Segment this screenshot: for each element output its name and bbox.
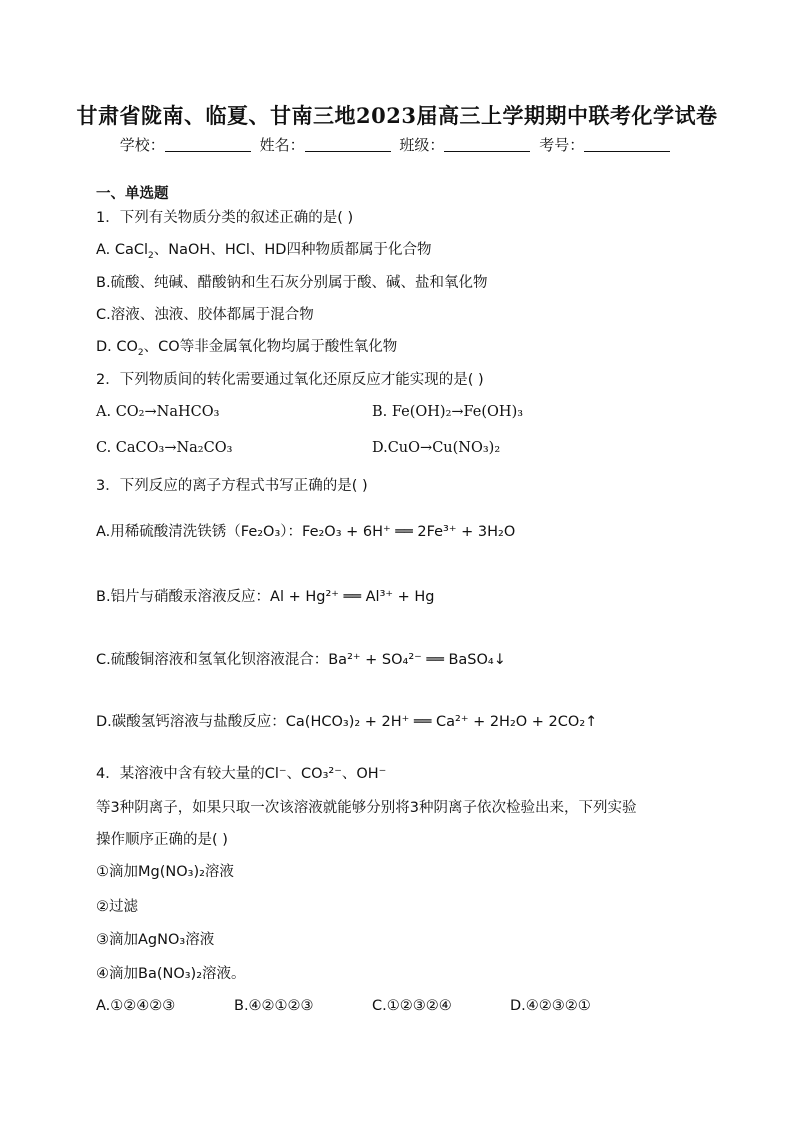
q4-stem-line3: 操作顺序正确的是( ) bbox=[96, 832, 228, 848]
section-heading: 一、单选题 bbox=[96, 186, 169, 202]
q2-option-d: D.CuO→Cu(NO₃)₂ bbox=[372, 440, 501, 456]
q3-stem: 3．下列反应的离子方程式书写正确的是( ) bbox=[96, 478, 368, 494]
q4-option-d: D.④②③②① bbox=[510, 998, 591, 1014]
q3-option-a: A.用稀硫酸清洗铁锈（Fe₂O₃）：Fe₂O₃ + 6H⁺ ══ 2Fe³⁺ + 3H₂O bbox=[96, 524, 516, 540]
q4-step-1: ①滴加Mg(NO₃)₂溶液 bbox=[96, 864, 234, 880]
class-label: 班级： bbox=[399, 136, 445, 154]
name-label: 姓名： bbox=[259, 136, 305, 154]
q4-step-3: ③滴加AgNO₃溶液 bbox=[96, 932, 215, 948]
q3-option-c: C.硫酸铜溶液和氢氧化钡溶液混合：Ba²⁺ + SO₄²⁻ ══ BaSO₄↓ bbox=[96, 652, 506, 668]
class-blank[interactable] bbox=[444, 137, 530, 152]
school-label: 学校： bbox=[119, 136, 165, 154]
exam-title: 甘肃省陇南、临夏、甘南三地2023届高三上学期期中联考化学试卷 bbox=[76, 103, 718, 128]
q4-stem-line1: 4．某溶液中含有较大量的Cl⁻、CO₃²⁻、OH⁻ bbox=[96, 766, 387, 782]
q2-option-a: A. CO₂→NaHCO₃ bbox=[96, 404, 220, 420]
q4-stem-line2: 等3种阴离子，如果只取一次该溶液就能够分别将3种阴离子依次检验出来，下列实验 bbox=[96, 800, 637, 816]
q2-option-b: B. Fe(OH)₂→Fe(OH)₃ bbox=[372, 404, 524, 420]
q4-option-a: A.①②④②③ bbox=[96, 998, 176, 1014]
q4-option-b: B.④②①②③ bbox=[234, 998, 314, 1014]
name-blank[interactable] bbox=[305, 137, 391, 152]
q1-option-b: B.硫酸、纯碱、醋酸钠和生石灰分别属于酸、碱、盐和氧化物 bbox=[96, 275, 488, 291]
q1-option-c: C.溶液、浊液、胶体都属于混合物 bbox=[96, 307, 314, 323]
q1-option-d: D. $CO_2$、CO等非金属氧化物均属于酸性氧化物 bbox=[96, 339, 398, 358]
number-label: 考号： bbox=[539, 136, 585, 154]
school-blank[interactable] bbox=[165, 137, 251, 152]
q1-option-a: A. CaCl$_2$、NaOH、HCl、HD四种物质都属于化合物 bbox=[96, 242, 432, 261]
q3-option-d: D.碳酸氢钙溶液与盐酸反应：Ca(HCO₃)₂ + 2H⁺ ══ Ca²⁺ + 2H₂O + 2CO₂↑ bbox=[96, 714, 598, 730]
q1-stem: 1．下列有关物质分类的叙述正确的是( ) bbox=[96, 210, 354, 226]
q4-step-4: ④滴加Ba(NO₃)₂溶液。 bbox=[96, 966, 246, 982]
q2-stem: 2．下列物质间的转化需要通过氧化还原反应才能实现的是( ) bbox=[96, 372, 484, 388]
q3-option-b: B.铝片与硝酸汞溶液反应：Al + Hg²⁺ ══ Al³⁺ + Hg bbox=[96, 589, 435, 605]
student-info-line bbox=[0, 134, 794, 155]
q4-step-2: ②过滤 bbox=[96, 899, 138, 915]
q2-option-c: C. CaCO₃→Na₂CO₃ bbox=[96, 440, 233, 456]
number-blank[interactable] bbox=[584, 137, 670, 152]
q4-option-c: C.①②③②④ bbox=[372, 998, 452, 1014]
